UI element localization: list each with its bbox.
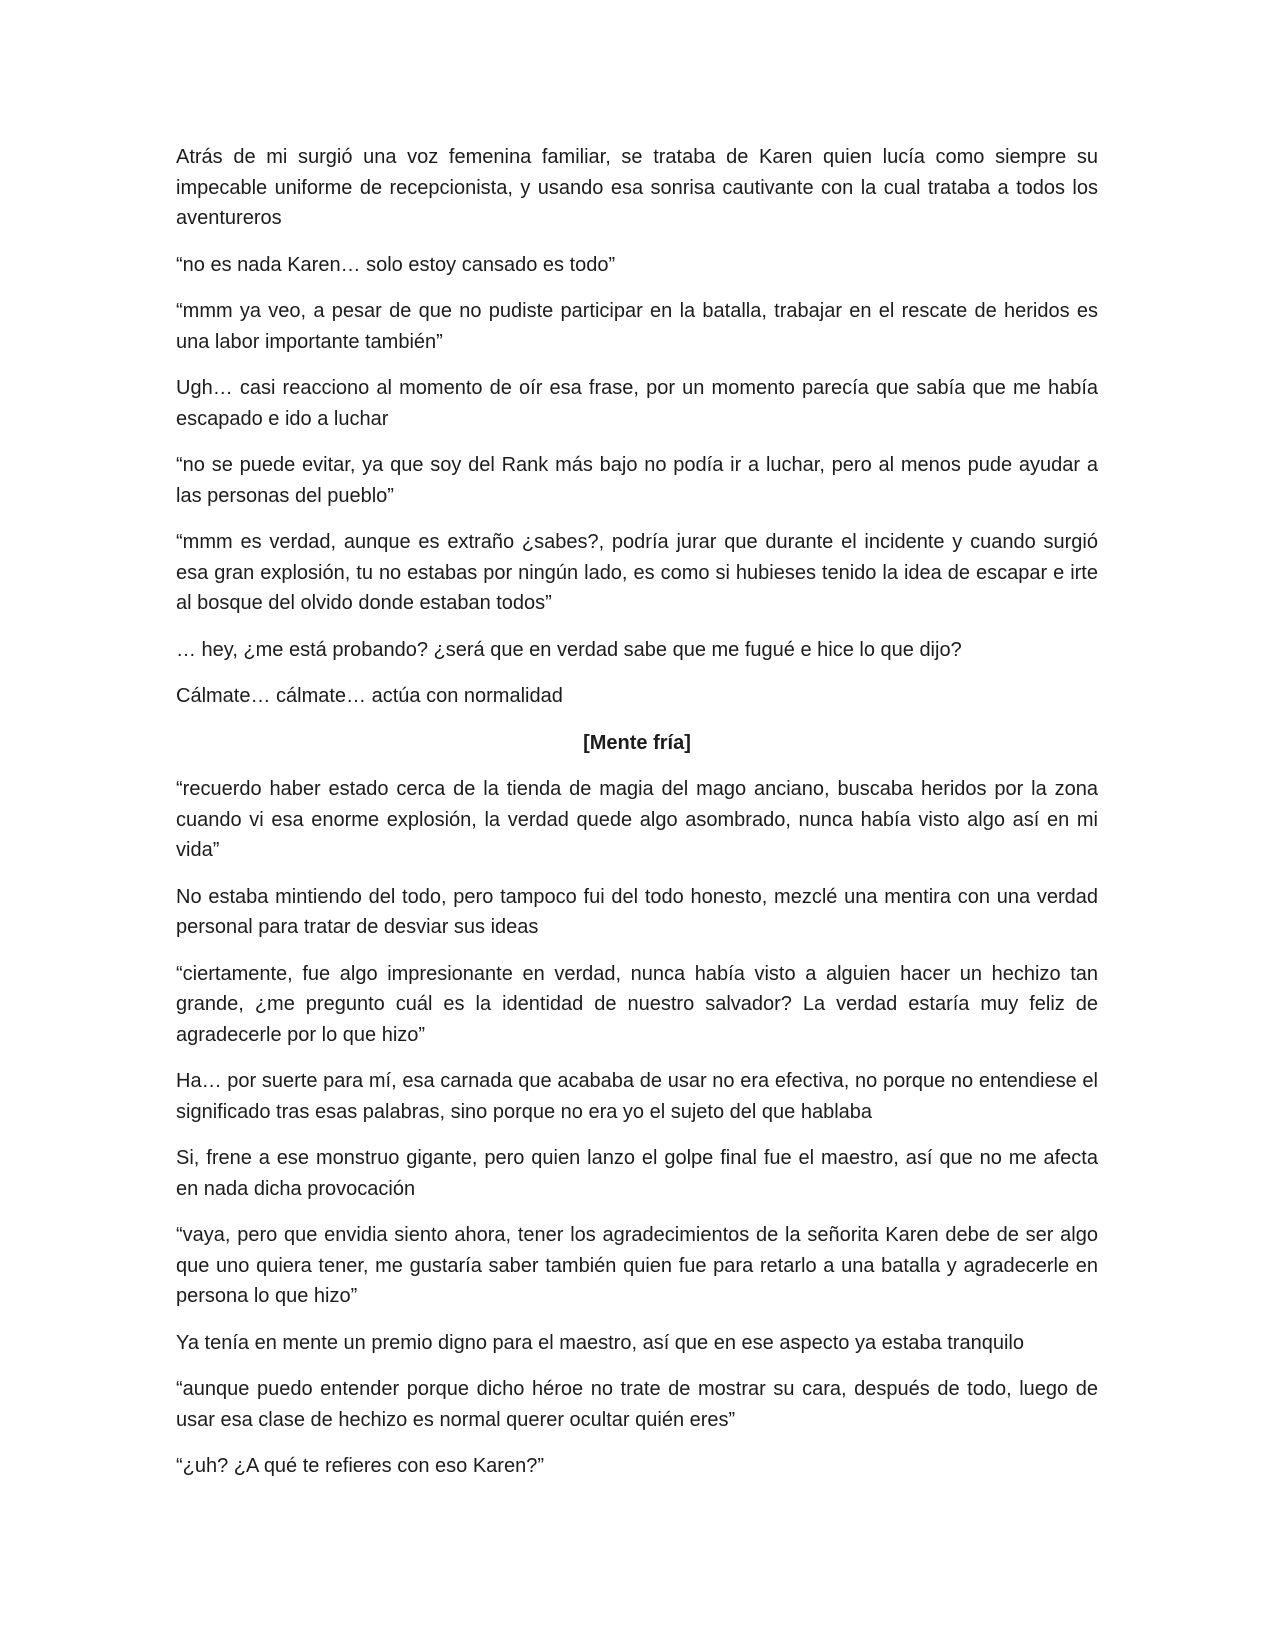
dialogue-line: “¿uh? ¿A qué te refieres con eso Karen?” [176,1455,544,1477]
paragraph: Cálmate… cálmate… actúa con normalidad [176,685,563,707]
paragraph: Atrás de mi surgió una voz femenina familiar, se trataba de Karen quien lucía como siempre su impecable uniforme de recepcionista, y usando esa sonrisa cautivante con la cual trataba a todos los aventureros [176,146,1098,229]
paragraph: … hey, ¿me está probando? ¿será que en verdad sabe que me fugué e hice lo que dijo? [176,638,962,661]
dialogue-line: “no se puede evitar, ya que soy del Rank más bajo no podía ir a luchar, pero al menos pude ayudar a las personas del pueblo” [176,454,1098,507]
dialogue-line: “mmm ya veo, a pesar de que no pudiste participar en la batalla, trabajar en el rescate de heridos es una labor importante también” [176,300,1098,353]
paragraph: No estaba mintiendo del todo, pero tampoco fui del todo honesto, mezclé una mentira con una verdad personal para tratar de desviar sus ideas [176,885,1098,938]
skill-heading: [Mente fría] [583,731,691,754]
paragraph: Ya tenía en mente un premio digno para el maestro, así que en ese aspecto ya estaba tranquilo [176,1331,1024,1354]
dialogue-line: “vaya, pero que envidia siento ahora, tener los agradecimientos de la señorita Karen debe de ser algo que uno quiera tener, me gustaría saber también quien fue para retarlo a una batalla y agradecerle en persona lo que hizo” [176,1224,1098,1307]
paragraph: Ha… por suerte para mí, esa carnada que acababa de usar no era efectiva, no porque no entendiese el significado tras esas palabras, sino porque no era yo el sujeto del que hablaba [176,1070,1098,1123]
dialogue-line: “mmm es verdad, aunque es extraño ¿sabes?, podría jurar que durante el incidente y cuando surgió esa gran explosión, tu no estabas por ningún lado, es como si hubieses tenido la idea de escapar e irte al bosque del olvido donde estaban todos” [176,531,1098,614]
paragraph: Si, frene a ese monstruo gigante, pero quien lanzo el golpe final fue el maestro, así que no me afecta en nada dicha provocación [176,1147,1098,1200]
paragraph: Ugh… casi reacciono al momento de oír esa frase, por un momento parecía que sabía que me había escapado e ido a luchar [176,377,1098,430]
dialogue-line: “aunque puedo entender porque dicho héroe no trate de mostrar su cara, después de todo, luego de usar esa clase de hechizo es normal querer ocultar quién eres” [176,1378,1098,1431]
dialogue-line: “recuerdo haber estado cerca de la tienda de magia del mago anciano, buscaba heridos por la zona cuando vi esa enorme explosión, la verdad quede algo asombrado, nunca había visto algo así en mi vida” [176,778,1098,861]
dialogue-line: “no es nada Karen… solo estoy cansado es todo” [176,253,616,276]
dialogue-line: “ciertamente, fue algo impresionante en verdad, nunca había visto a alguien hacer un hechizo tan grande, ¿me pregunto cuál es la identidad de nuestro salvador? La verdad estaría muy feliz de agradecerle por lo que hizo” [176,962,1098,1046]
document-page [176,142,1098,1498]
